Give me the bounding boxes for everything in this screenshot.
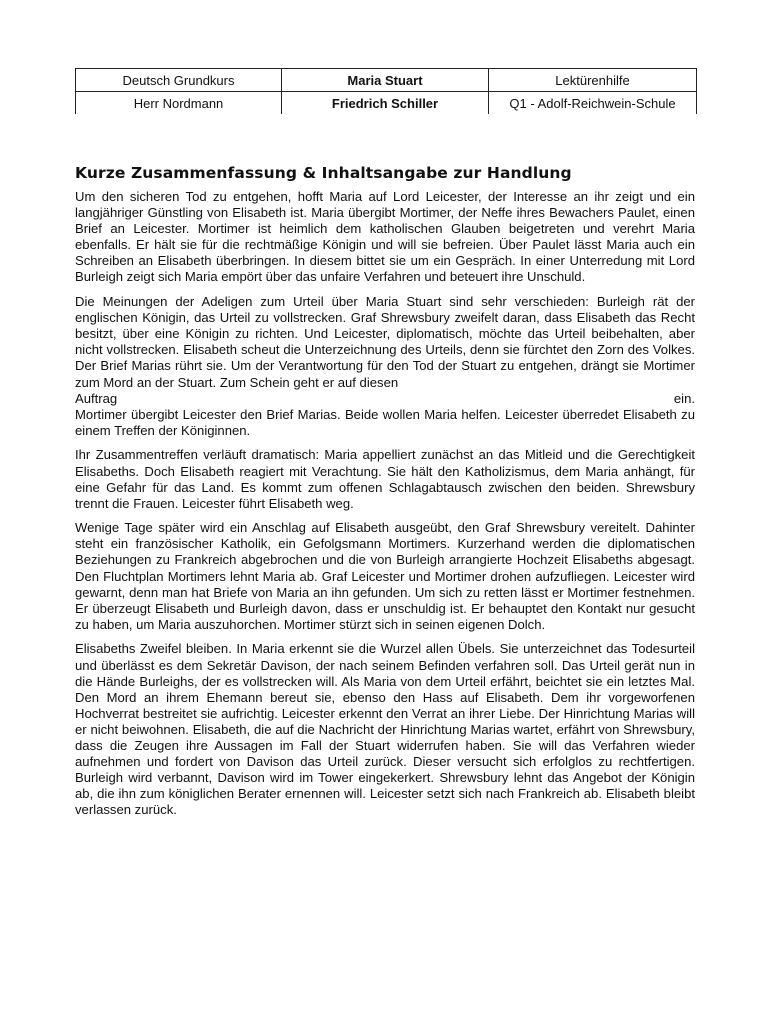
- paragraph: Wenige Tage später wird ein Anschlag auf Elisabeth ausgeübt, den Graf Shrewsbury vereitelt. Dahinter steht ein französischer Katholik, ein Gefolgsmann Mortimers. Kurzerhand werden die diplomatischen Beziehungen zu Frankreich abgebrochen und die von Burleigh arrangierte Hochzeit Elisabeths abgesagt. Den Fluchtplan Mortimers lehnt Maria ab. Graf Leicester und Mortimer drohen aufzufliegen. Leicester wird gewarnt, denn man hat Briefe von Maria an ihn gefunden. Um sich zu retten lässt er Mortimer festnehmen. Er überzeugt Elisabeth und Burleigh davon, dass er unschuldig ist. Er behauptet den Kontakt nur gesucht zu haben, um Maria auszuhorchen. Mortimer stürzt sich in seinen eigenen Dolch.: [75, 520, 695, 632]
- paragraph: [75, 294, 695, 439]
- section-heading: Kurze Zusammenfassung & Inhaltsangabe zur Handlung: [75, 164, 572, 182]
- line-word: ein.: [673, 390, 695, 406]
- paragraph-text: Mortimer übergibt Leicester den Brief Marias. Beide wollen Maria helfen. Leicester überredet Elisabeth zu einem Treffen der Königinnen.: [75, 406, 695, 438]
- course-cell: Deutsch Grundkurs: [76, 69, 282, 92]
- work-title-cell: Maria Stuart: [282, 69, 489, 92]
- paragraph: Ihr Zusammentreffen verläuft dramatisch: Maria appelliert zunächst an das Mitleid und die Gerechtigkeit Elisabeths. Doch Elisabeth reagiert mit Verachtung. Sie hält den Katholizismus, dem Maria anhängt, für eine Gefahr für das Land. Es kommt zum offenen Schlagabtausch zwischen den beiden. Shrewsbury trennt die Frauen. Leicester führt Elisabeth weg.: [75, 447, 695, 511]
- line-word: Auftrag: [75, 390, 118, 406]
- header-table: [75, 68, 697, 114]
- header-row: [76, 92, 697, 115]
- teacher-cell: Herr Nordmann: [76, 92, 282, 115]
- paragraph: Um den sicheren Tod zu entgehen, hofft Maria auf Lord Leicester, der Interesse an ihr zeigt und ein langjähriger Günstling von Elisabeth ist. Maria übergibt Mortimer, der Neffe ihres Bewachers Paulet, einen Brief an Leicester. Mortimer ist heimlich dem katholischen Glauben beigetreten und verehrt Maria ebenfalls. Er hält sie für die rechtmäßige Königin und will sie befreien. Über Paulet lässt Maria auch ein Schreiben an Elisabeth überbringen. In diesem bittet sie um ein Gespräch. In einer Unterredung mit Lord Burleigh zeigt sich Maria empört über das unfaire Verfahren und beteuert ihre Unschuld.: [75, 189, 695, 285]
- justified-line: [75, 391, 695, 407]
- paragraph-text: Die Meinungen der Adeligen zum Urteil über Maria Stuart sind sehr verschieden: Burleigh rät der englischen Königin, das Urteil zu vollstrecken. Graf Shrewsbury zweifelt daran, dass Elisabeth das Recht besitzt, über eine Königin zu richten. Und Leicester, diplomatisch, möchte das Urteil beibehalten, aber nicht vollstrecken. Elisabeth scheut die Unterzeichnung des Urteils, denn sie fürchtet den Zorn des Volkes. Der Brief Marias rührt sie. Um der Verantwortung für den Tod der Stuart zu entgehen, drängt sie Mortimer zum Mord an der Stuart. Zum Schein geht er auf diesen: [75, 294, 695, 390]
- header-row: [76, 69, 697, 92]
- class-school-cell: Q1 - Adolf-Reichwein-Schule: [489, 92, 697, 115]
- document-type-cell: Lektürenhilfe: [489, 69, 697, 92]
- summary-body: [75, 189, 695, 827]
- paragraph: Elisabeths Zweifel bleiben. In Maria erkennt sie die Wurzel allen Übels. Sie unterzeichnet das Todesurteil und überlässt es dem Sekretär Davison, der nach seinem Befinden verfahren soll. Das Urteil gerät nun in die Hände Burleighs, der es vollstrecken will. Als Maria von dem Urteil erfährt, beichtet sie ein letztes Mal. Den Mord an ihrem Ehemann bereut sie, ebenso den Hass auf Elisabeth. Dem ihr vorgeworfenen Hochverrat bestreitet sie aufrichtig. Leicester erkennt den Verrat an ihrer Liebe. Der Hinrichtung Marias will er nicht beiwohnen. Elisabeth, die auf die Nachricht der Hinrichtung Marias wartet, erfährt von Shrewsbury, dass die Zeugen ihre Aussagen im Fall der Stuart widerrufen haben. Sie will das Verfahren wieder aufnehmen und fordert von Davison das Urteil zurück. Dieser versucht sich erfolglos zu rechtfertigen. Burleigh wird verbannt, Davison wird im Tower eingekerkert. Shrewsbury lehnt das Angebot der Königin ab, die ihn zum königlichen Berater ernennen will. Leicester setzt sich nach Frankreich ab. Elisabeth bleibt verlassen zurück.: [75, 641, 695, 818]
- author-cell: Friedrich Schiller: [282, 92, 489, 115]
